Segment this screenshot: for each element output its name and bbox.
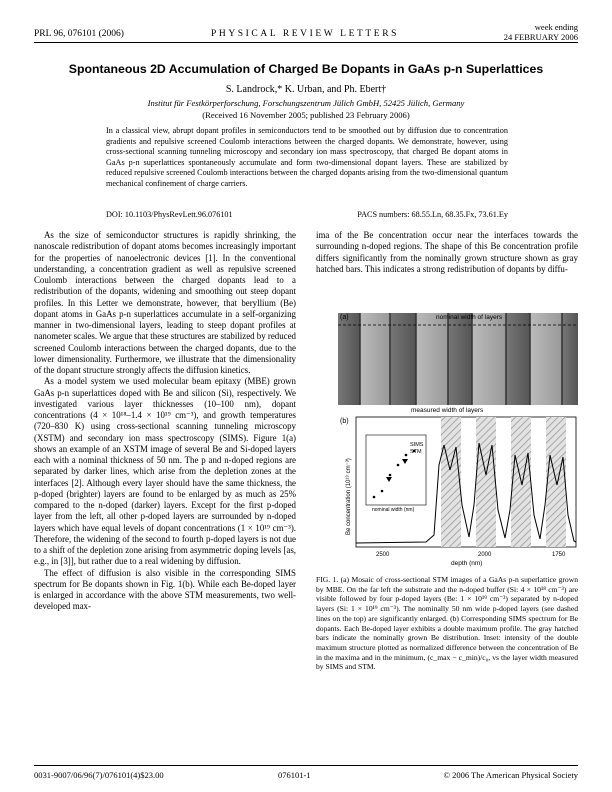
x-tick-1750: 1750 [552, 552, 566, 558]
figure-1-graphic [316, 305, 578, 570]
journal-reference: PRL 96, 076101 (2006) [34, 29, 124, 39]
paper-title: Spontaneous 2D Accumulation of Charged Be Dopants in GaAs p-n Superlattices [68, 62, 544, 76]
x-tick-2000: 2000 [478, 552, 492, 558]
affiliation: Institut für Festkörperforschung, Forschungszentrum Jülich GmbH, 52425 Jülich, Germany [147, 98, 465, 108]
page-number: 076101-1 [278, 770, 311, 780]
x-tick-2500: 2500 [376, 552, 390, 558]
header-rule [34, 42, 578, 43]
x-axis-label: depth (nm) [451, 560, 483, 567]
paragraph: The effect of diffusion is also visible in the corresponding SIMS spectrum for Be dopants shown in Fig. 1(b). While each Be-doped layer is enlarged in accordance with the above STM measurements, two well-developed max- [34, 567, 296, 612]
paragraph: ima of the Be concentration occur near the interfaces towards the surrounding n-doped regions. The shape of this Be concentration profile differs significantly from the nominally grown structure shown as gray hatched bars. This indicates a strong redistribution of dopants by diffu- [316, 230, 578, 274]
body-left-column [34, 230, 296, 613]
measured-width-label: measured width of layers [411, 407, 484, 414]
body-right-column [316, 230, 578, 275]
footer-rule [34, 765, 578, 766]
received-dates: (Received 16 November 2005; published 23 February 2006) [202, 110, 410, 120]
week-line-1: week ending [534, 22, 578, 32]
figure-caption: FIG. 1. (a) Mosaic of cross-sectional STM images of a GaAs p-n superlattice grown by MBE. On the far left the substrate and the n-doped buffer (Si: 4 × 10¹⁸ cm⁻³) are visible followed by four p-doped layers (Be: 1 × 10¹⁹ cm⁻³) separated by n-doped layers (Si: 1 × 10¹⁹ cm⁻³). The nominally 50 nm wide p-doped layers (see dashed lines on the top) are significantly enlarged. (b) Corresponding SIMS spectrum for Be dopants. Each Be-doped layer exhibits a double maximum profile. The gray hatched bars indicate the nominally grown Be distribution. Inset: intensity of the double maximum structure plotted as normalized difference between the concentration of Be in the maxima and in the minimum, (c_max − c_min)/c₀, vs the layer width measured by SIMS and STM. [316, 575, 578, 672]
sims-plot [356, 417, 576, 547]
issue-date [504, 22, 578, 42]
doi-link[interactable]: 10.1103/PhysRevLett.96.076101 [124, 210, 233, 219]
paragraph: As a model system we used molecular beam epitaxy (MBE) grown GaAs p-n superlattices doped with Be and silicon (Si), respectively. We investigated various layer thicknesses (10–100 nm), dopant concentrations (4 × 10¹⁸–1.4 × 10¹⁹ cm⁻³), and growth temperatures (720–830 K) using cross-sectional scanning tunneling microscopy (XSTM) and secondary ion mass spectroscopy (SIMS). Figure 1(a) shows an example of an XSTM image of several Be and Si-doped layers each with a nominal thickness of 50 nm. The p and n-doped regions are separated by darker lines, which arise from the depletion zones at the interfaces [2]. Although every layer should have the same thickness, the p-doped (brighter) layers are found to be enlarged by as much as 25% compared to the n-doped (darker) layers. Except for the first p-doped layer from the left, all other p-doped layers are surrounded by n-doped layers which have equal levels of dopant concentrations (1 × 10¹⁹ cm⁻³). Therefore, the widening of the second to fourth p-doped layers is not due to a shift of the depletion zone arising from asymmetric doping levels [as, e.g., in [3]], but rather due to a real widening by diffusion. [34, 376, 296, 567]
paragraph: As the size of semiconductor structures is rapidly shrinking, the nanoscale redistribution of dopant atoms becomes increasingly important for the properties of nanoelectronic devices [1]. In the conventional understanding, a concentration gradient as well as repulsive screened Coulomb interactions between the charged dopants lead to a redistribution of the dopants, widening and smoothing out steep dopant profiles. In this Letter we demonstrate, however, that beryllium (Be) dopant atoms in GaAs p-n superlattices accumulate in a self-organizing manner in two-dimensional layers, leading to steep dopant profiles at nanometer scales. We argue that these structures are stabilized by reduced screened Coulomb interactions between the charged dopants, due to the lower dimensionality. Furthermore, we illustrate that the dimensionality of the dopant structure strongly affects the diffusion kinetics. [34, 230, 296, 375]
legend-stm: STM [410, 449, 422, 455]
doi-label: DOI: [106, 210, 123, 219]
inset-x-axis-label: nominal width (nm) [372, 507, 415, 513]
week-line-2: 24 FEBRUARY 2006 [503, 32, 578, 42]
nominal-width-label: nominal width of layers [436, 314, 503, 321]
panel-a-label: (a) [340, 314, 349, 321]
panel-b-label: (b) [340, 418, 349, 425]
abstract: In a classical view, abrupt dopant profiles in semiconductors tend to be smoothed out by diffusion due to concentration gradients and repulsive screened Coulomb interactions between the charged dopants. We demonstrate, however, using cross-sectional scanning tunneling microscopy and secondary ion mass spectroscopy, that charged Be dopant atoms in GaAs p-n superlattices spontaneously accumulate and form two-dimensional dopant layers. These are stabilized by reduced repulsive screened Coulomb interactions between the charged dopants arising from the two-dimensional quantum mechanical confinement of charge carriers. [106, 126, 508, 188]
doi-line [106, 210, 233, 219]
authors: S. Landrock,* K. Urban, and Ph. Ebert† [225, 84, 387, 95]
pacs-numbers: PACS numbers: 68.55.Ln, 68.35.Fx, 73.61.Ey [357, 210, 508, 219]
legend-sims: SIMS [410, 442, 424, 448]
copyright: © 2006 The American Physical Society [443, 770, 578, 780]
journal-name: PHYSICAL REVIEW LETTERS [210, 29, 400, 39]
y-axis-label: Be concentration (10¹⁹ cm⁻³) [346, 458, 352, 535]
figure-1 [316, 305, 578, 570]
issn-price: 0031-9007/06/96(7)/076101(4)$23.00 [34, 770, 164, 780]
stm-mosaic [338, 313, 578, 405]
